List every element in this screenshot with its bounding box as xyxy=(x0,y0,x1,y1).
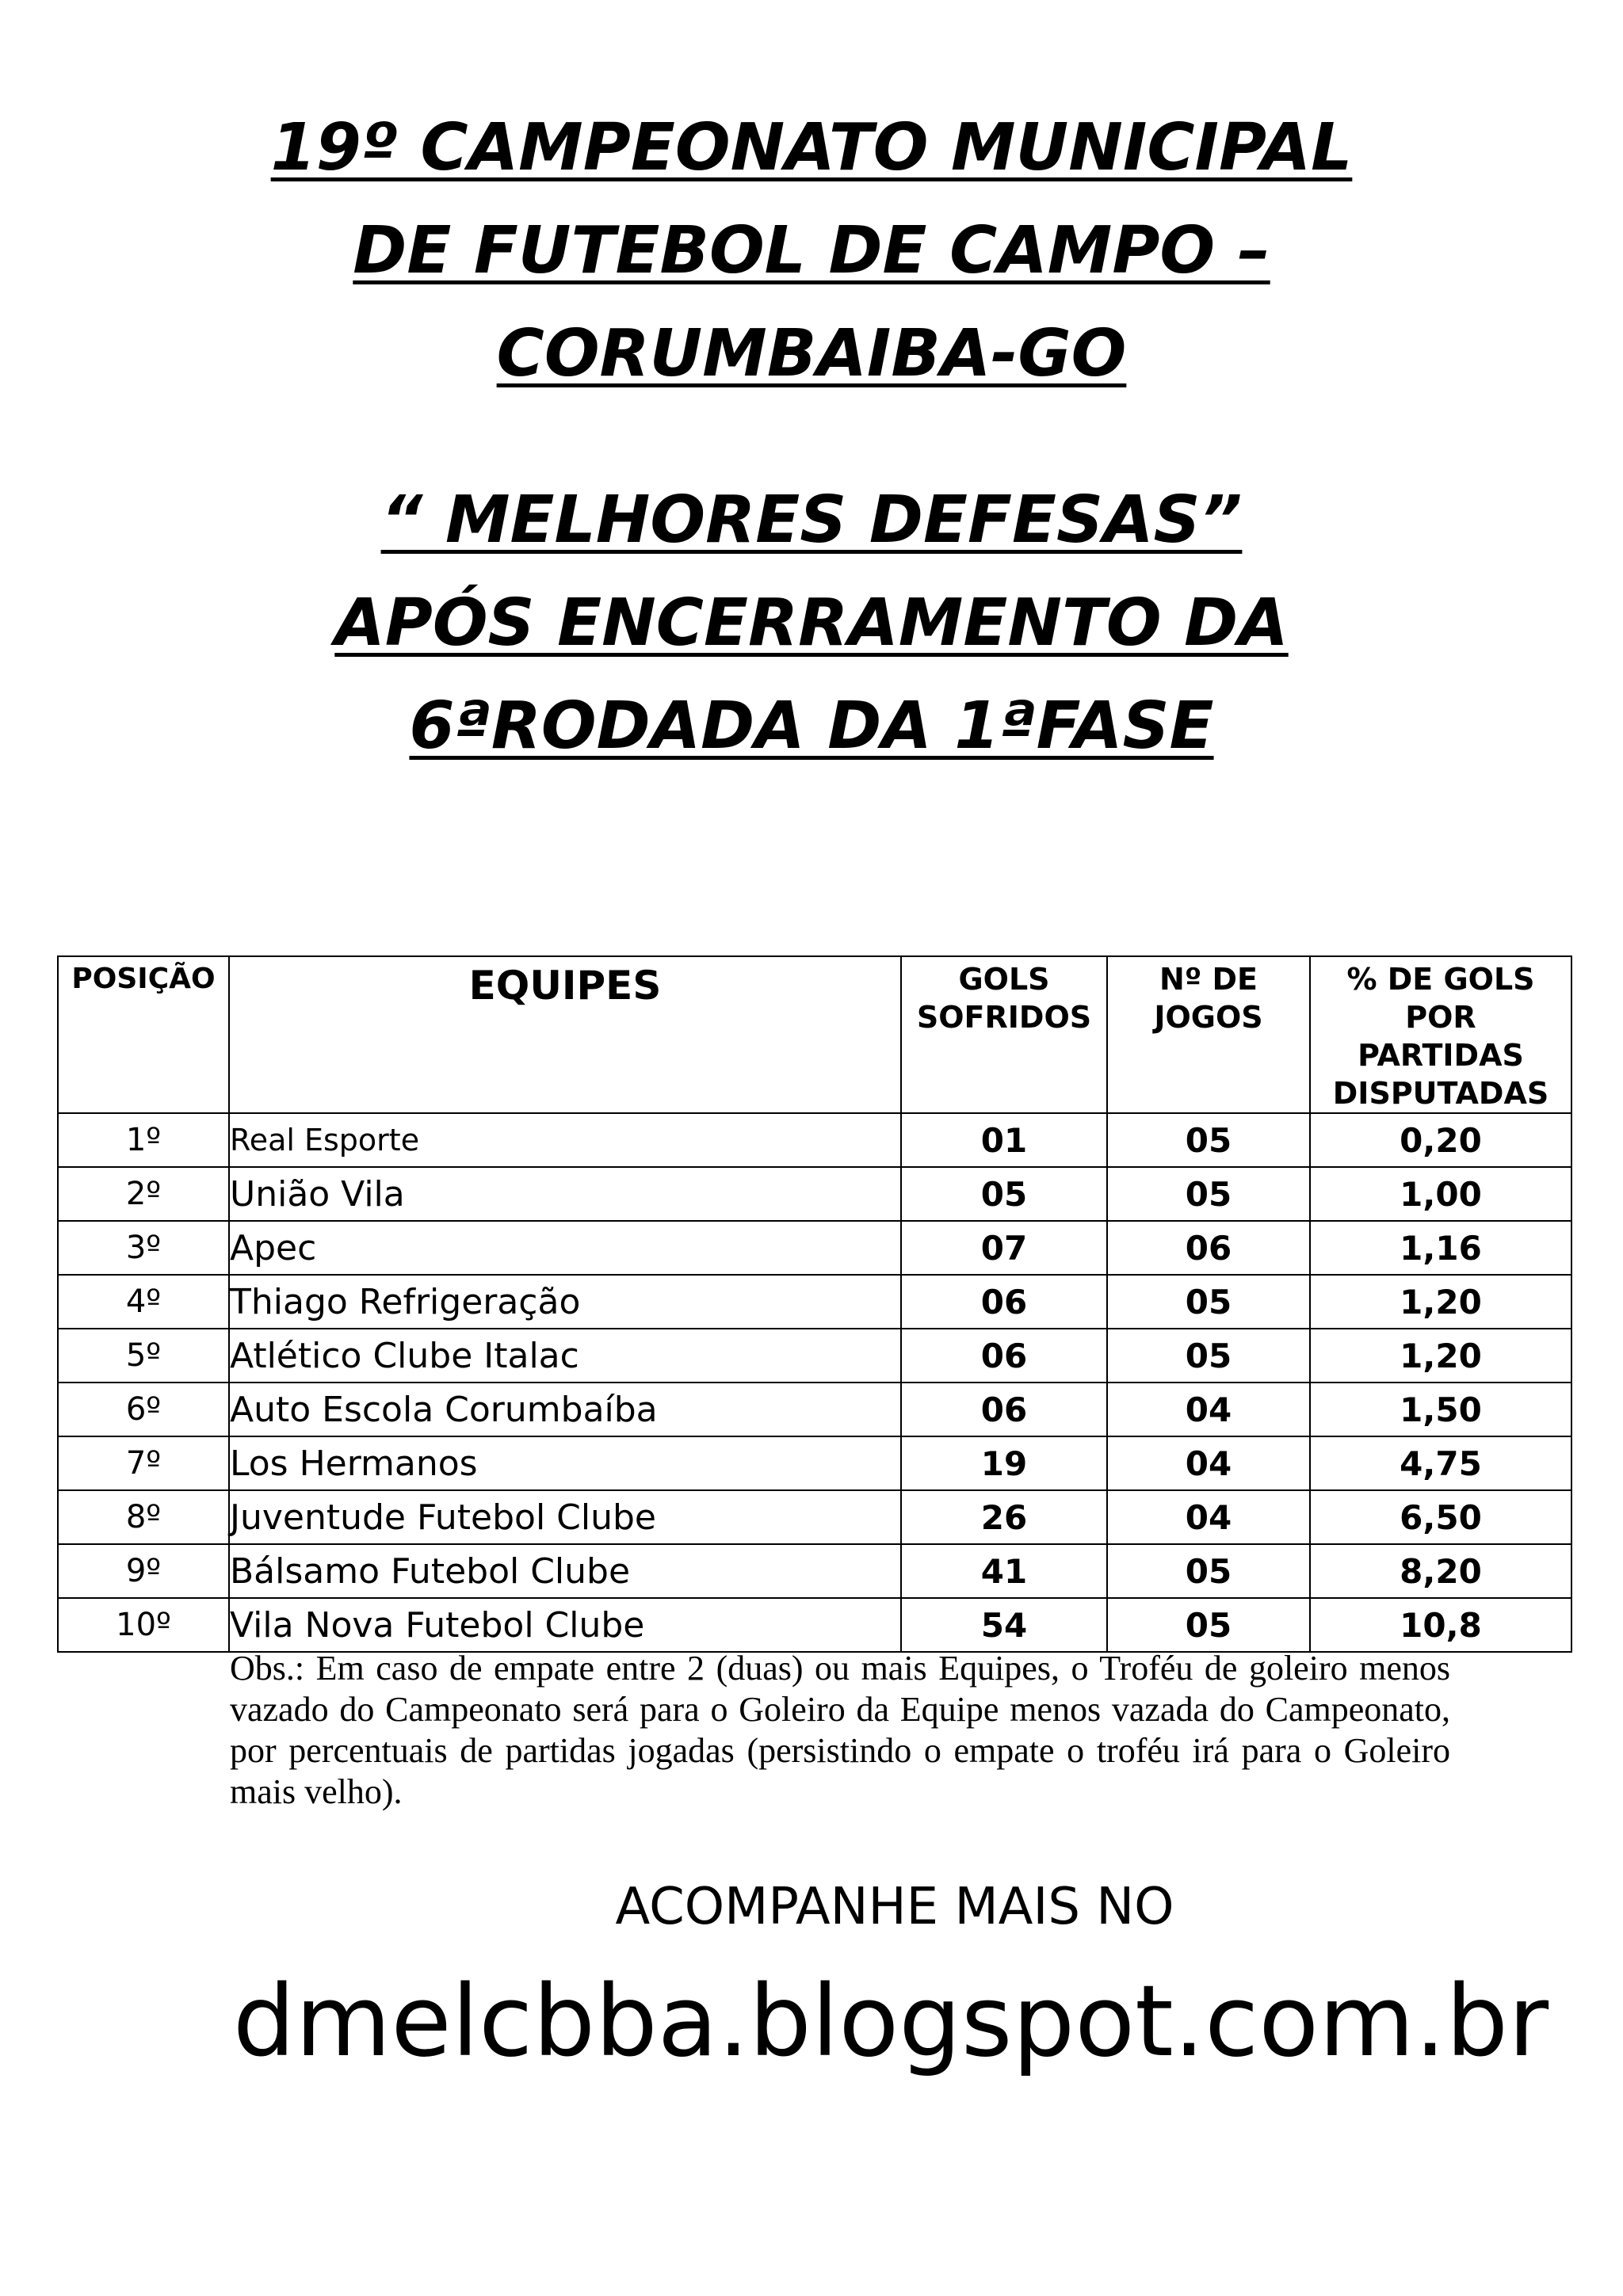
cell-jogos: 05 xyxy=(1107,1544,1310,1598)
cell-equipe: Vila Nova Futebol Clube xyxy=(229,1598,901,1652)
cell-posicao: 6º xyxy=(58,1383,229,1436)
cell-gols: 07 xyxy=(901,1221,1107,1275)
cell-percentual: 6,50 xyxy=(1310,1490,1571,1544)
cell-posicao: 1º xyxy=(58,1113,229,1167)
follow-text: ACOMPANHE MAIS NO xyxy=(615,1878,1174,1936)
cell-jogos: 05 xyxy=(1107,1329,1310,1383)
cell-jogos: 04 xyxy=(1107,1490,1310,1544)
observation-note: Obs.: Em caso de empate entre 2 (duas) ou mais Equipes, o Troféu de goleiro menos vazado do Campeonato será para o Goleiro da Equipe menos vazada do Campeonato, por percentuais de partidas jogadas (persistindo o empate o troféu irá para o Goleiro mais velho). xyxy=(230,1649,1450,1811)
cell-percentual: 1,50 xyxy=(1310,1383,1571,1436)
table-header-row xyxy=(58,956,1571,1113)
cell-gols: 41 xyxy=(901,1544,1107,1598)
header-pct-line-2: PARTIDAS xyxy=(1358,1038,1524,1073)
cell-equipe: Atlético Clube Italac xyxy=(229,1329,901,1383)
cell-percentual: 0,20 xyxy=(1310,1113,1571,1167)
table-row xyxy=(58,1544,1571,1598)
cell-jogos: 06 xyxy=(1107,1221,1310,1275)
cell-jogos: 05 xyxy=(1107,1113,1310,1167)
table-row xyxy=(58,1221,1571,1275)
header-jogos-line-1: Nº DE xyxy=(1159,962,1258,997)
cell-equipe: Apec xyxy=(229,1221,901,1275)
cell-gols: 06 xyxy=(901,1329,1107,1383)
cell-percentual: 1,20 xyxy=(1310,1329,1571,1383)
table-row xyxy=(58,1598,1571,1652)
cell-gols: 01 xyxy=(901,1113,1107,1167)
table-row xyxy=(58,1329,1571,1383)
title-line-3: CORUMBAIBA-GO xyxy=(496,316,1127,391)
cell-posicao: 8º xyxy=(58,1490,229,1544)
cell-equipe: Los Hermanos xyxy=(229,1436,901,1490)
table-row xyxy=(58,1436,1571,1490)
cell-jogos: 05 xyxy=(1107,1167,1310,1221)
cell-posicao: 5º xyxy=(58,1329,229,1383)
header-gols-line-1: GOLS xyxy=(958,962,1050,997)
header-gols-line-2: SOFRIDOS xyxy=(916,1000,1092,1035)
table-row xyxy=(58,1275,1571,1329)
cell-percentual: 1,16 xyxy=(1310,1221,1571,1275)
table-row xyxy=(58,1490,1571,1544)
cell-percentual: 1,00 xyxy=(1310,1167,1571,1221)
header-jogos-line-2: JOGOS xyxy=(1154,1000,1263,1035)
cell-posicao: 3º xyxy=(58,1221,229,1275)
cell-gols: 05 xyxy=(901,1167,1107,1221)
cell-percentual: 10,8 xyxy=(1310,1598,1571,1652)
cell-equipe: Bálsamo Futebol Clube xyxy=(229,1544,901,1598)
table-row xyxy=(58,1113,1571,1167)
title-line-4: “ MELHORES DEFESAS” xyxy=(380,482,1243,558)
header-numero-jogos xyxy=(1107,956,1310,1113)
cell-equipe: Auto Escola Corumbaíba xyxy=(229,1383,901,1436)
header-equipes: EQUIPES xyxy=(229,956,901,1113)
cell-percentual: 8,20 xyxy=(1310,1544,1571,1598)
cell-gols: 26 xyxy=(901,1490,1107,1544)
cell-percentual: 4,75 xyxy=(1310,1436,1571,1490)
cell-posicao: 2º xyxy=(58,1167,229,1221)
title-line-5: APÓS ENCERRAMENTO DA xyxy=(334,585,1289,661)
header-percentual xyxy=(1310,956,1571,1113)
cell-jogos: 04 xyxy=(1107,1436,1310,1490)
cell-posicao: 7º xyxy=(58,1436,229,1490)
table-row xyxy=(58,1383,1571,1436)
defense-ranking-table xyxy=(57,955,1572,1653)
title-line-6: 6ªRODADA DA 1ªFASE xyxy=(409,688,1214,764)
cell-equipe: União Vila xyxy=(229,1167,901,1221)
cell-posicao: 4º xyxy=(58,1275,229,1329)
cell-percentual: 1,20 xyxy=(1310,1275,1571,1329)
cell-gols: 54 xyxy=(901,1598,1107,1652)
blog-address: dmelcbba.blogspot.com.br xyxy=(232,1965,1549,2079)
cell-gols: 19 xyxy=(901,1436,1107,1490)
cell-posicao: 10º xyxy=(58,1598,229,1652)
cell-equipe: Real Esporte xyxy=(229,1113,901,1167)
title-line-2: DE FUTEBOL DE CAMPO – xyxy=(353,213,1270,288)
cell-gols: 06 xyxy=(901,1275,1107,1329)
cell-posicao: 9º xyxy=(58,1544,229,1598)
header-posicao: POSIÇÃO xyxy=(58,956,229,1113)
cell-equipe: Juventude Futebol Clube xyxy=(229,1490,901,1544)
header-pct-line-1: % DE GOLS POR xyxy=(1346,962,1535,1035)
cell-jogos: 05 xyxy=(1107,1275,1310,1329)
cell-gols: 06 xyxy=(901,1383,1107,1436)
table-row xyxy=(58,1167,1571,1221)
title-line-1: 19º CAMPEONATO MUNICIPAL xyxy=(270,110,1353,185)
cell-jogos: 04 xyxy=(1107,1383,1310,1436)
cell-equipe: Thiago Refrigeração xyxy=(229,1275,901,1329)
cell-jogos: 05 xyxy=(1107,1598,1310,1652)
header-gols-sofridos xyxy=(901,956,1107,1113)
header-pct-line-3: DISPUTADAS xyxy=(1332,1076,1549,1111)
